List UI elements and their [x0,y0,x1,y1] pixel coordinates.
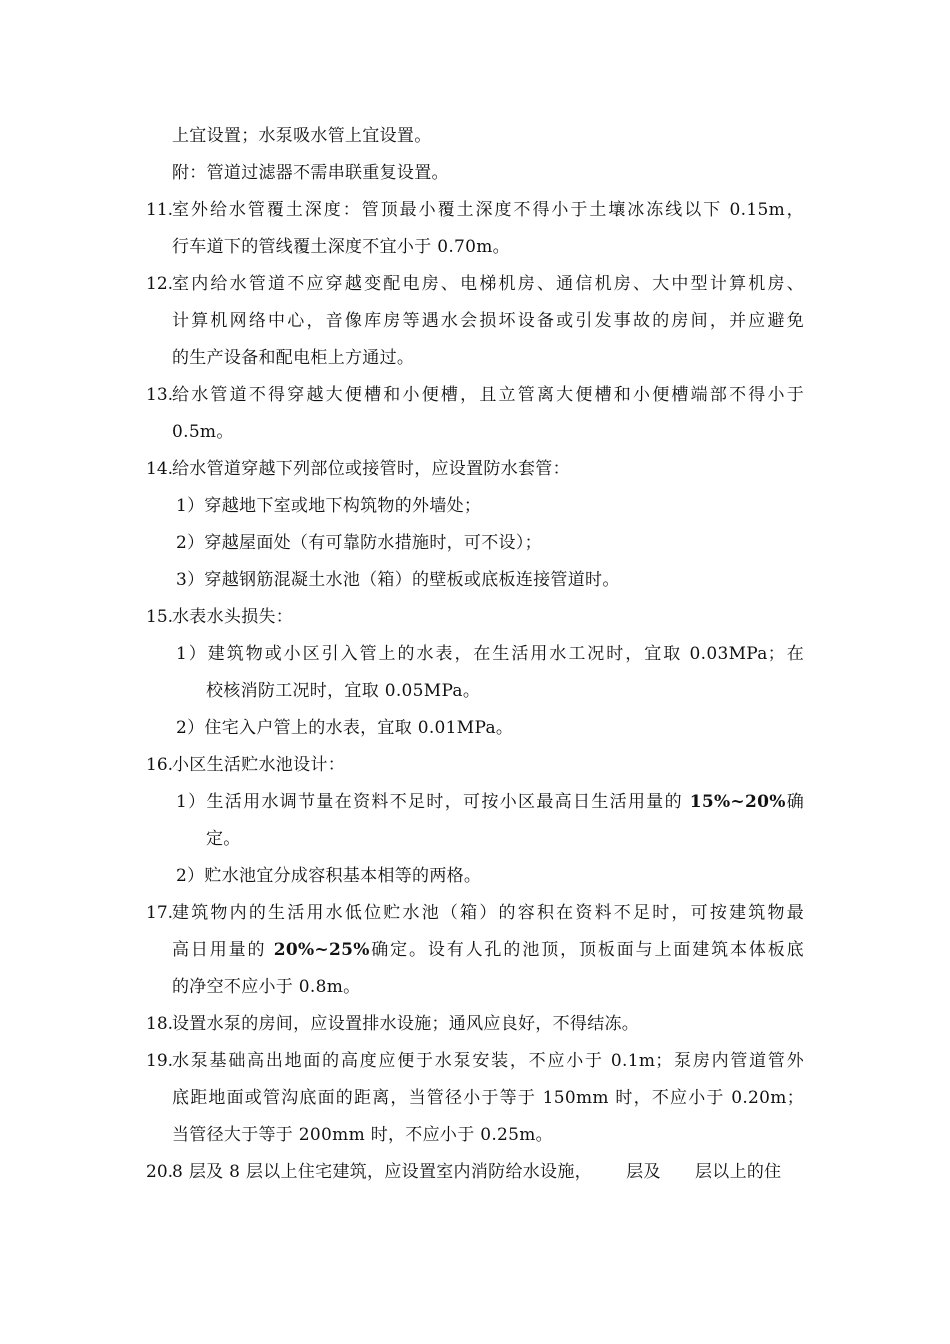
text-line-23: 高日用量的 20%~25%确定。设有人孔的池顶，顶板面与上面建筑本体板底 [172,940,804,960]
text-line-13: 3）穿越钢筋混凝土水池（箱）的壁板或底板连接管道时。 [176,570,620,590]
text-line-17: 2）住宅入户管上的水表，宜取 0.01MPa。 [176,718,514,738]
text-line-16: 校核消防工况时，宜取 0.05MPa。 [206,681,481,701]
item-number-20: 20. [146,1162,174,1182]
text-line-8: 给水管道不得穿越大便槽和小便槽，且立管离大便槽和小便槽端部不得小于 [172,385,804,405]
text-line-26: 水泵基础高出地面的高度应便于水泵安装，不应小于 0.1m；泵房内管道管外 [172,1051,804,1071]
text-line-1: 上宜设置；水泵吸水管上宜设置。 [172,126,432,146]
item-number-17: 17. [146,903,174,923]
text-line-22: 建筑物内的生活用水低位贮水池（箱）的容积在资料不足时，可按建筑物最 [172,903,804,923]
text-line-4: 行车道下的管线覆土深度不宜小于 0.70m。 [172,237,510,257]
text-line-5: 室内给水管道不应穿越变配电房、电梯机房、通信机房、大中型计算机房、 [172,274,804,294]
item-number-16: 16. [146,755,174,775]
item-number-19: 19. [146,1051,174,1071]
item-number-12: 12. [146,274,174,294]
text-line-12: 2）穿越屋面处（有可靠防水措施时，可不设）； [176,533,542,553]
text-line-7: 的生产设备和配电柜上方通过。 [172,348,415,368]
text-line-24: 的净空不应小于 0.8m。 [172,977,361,997]
bold-percentage: 20%~25% [273,940,370,960]
bold-percentage: 15%~20% [689,792,786,812]
item-number-11: 11. [146,200,174,220]
item-number-13: 13. [146,385,174,405]
item-number-15: 15. [146,607,174,627]
text-line-25: 设置水泵的房间，应设置排水设施；通风应良好，不得结冻。 [172,1014,640,1034]
text-line-11: 1）穿越地下室或地下构筑物的外墙处； [176,496,482,516]
text-line-2: 附：管道过滤器不需串联重复设置。 [172,163,449,183]
text-line-20: 定。 [206,829,241,849]
text-line-6: 计算机网络中心，音像库房等遇水会损坏设备或引发事故的房间，并应避免 [172,311,804,331]
text-line-18: 小区生活贮水池设计： [172,755,345,775]
item-number-14: 14. [146,459,174,479]
text-line-14: 水表水头损失： [172,607,294,627]
text-line-19: 1）生活用水调节量在资料不足时，可按小区最高日生活用量的 15%~20%确 [176,792,804,812]
text-line-29: 8 层及 8 层以上住宅建筑，应设置室内消防给水设施， 层及 层以上的住 [172,1162,782,1182]
text-line-3: 室外给水管覆土深度：管顶最小覆土深度不得小于土壤冰冻线以下 0.15m， [172,200,804,220]
text-line-9: 0.5m。 [172,422,234,442]
text-line-27: 底距地面或管沟底面的距离，当管径小于等于 150mm 时，不应小于 0.20m； [172,1088,804,1108]
text-line-21: 2）贮水池宜分成容积基本相等的两格。 [176,866,482,886]
item-number-18: 18. [146,1014,174,1034]
text-line-15: 1）建筑物或小区引入管上的水表，在生活用水工况时，宜取 0.03MPa；在 [176,644,804,664]
text-line-10: 给水管道穿越下列部位或接管时，应设置防水套管： [172,459,570,479]
text-line-28: 当管径大于等于 200mm 时，不应小于 0.25m。 [172,1125,553,1145]
